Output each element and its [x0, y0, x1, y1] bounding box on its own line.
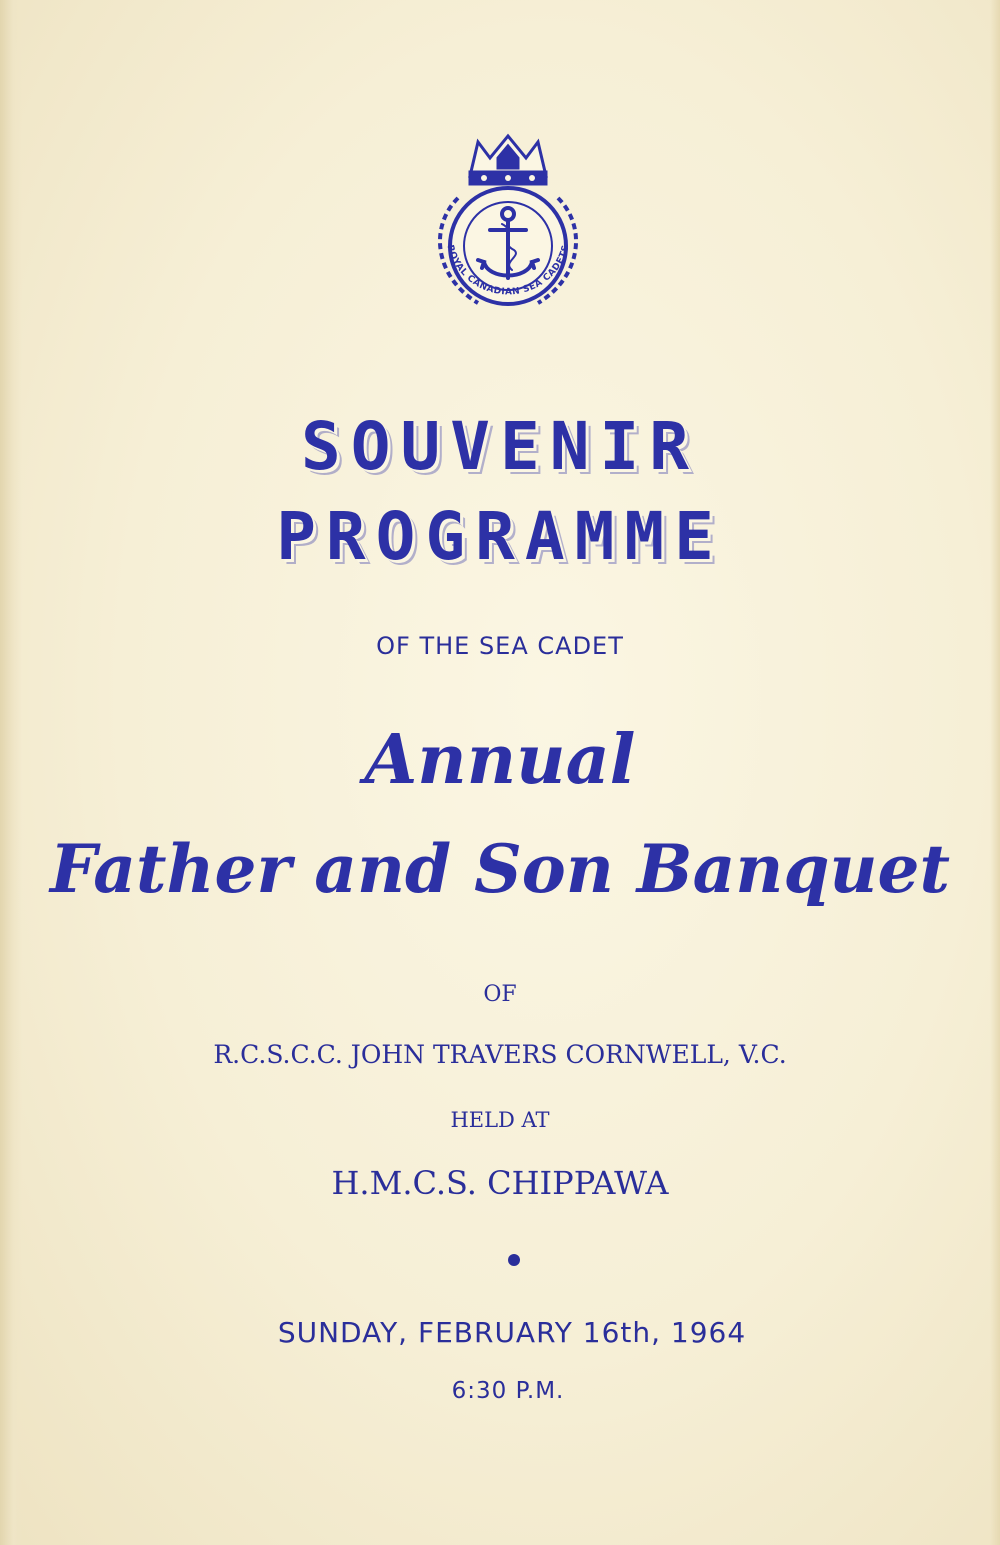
- title-line-programme: PROGRAMME: [276, 498, 724, 575]
- crest-ring-text: ROYAL CANADIAN SEA CADETS: [444, 243, 572, 298]
- sea-cadets-crest-icon: [418, 128, 598, 328]
- corps-name: R.C.S.C.C. JOHN TRAVERS CORNWELL, V.C.: [213, 1040, 787, 1069]
- event-time: 6:30 P.M.: [451, 1378, 565, 1404]
- venue: H.M.C.S. CHIPPAWA: [331, 1164, 669, 1202]
- event-annual: Annual: [364, 720, 636, 800]
- separator-dot: [508, 1254, 520, 1266]
- title-line-souvenir: SOUVENIR: [301, 408, 699, 485]
- subtitle: OF THE SEA CADET: [376, 632, 624, 660]
- event-date: SUNDAY, FEBRUARY 16th, 1964: [277, 1316, 747, 1349]
- of-label: OF: [483, 982, 517, 1007]
- event-name: Father and Son Banquet: [50, 830, 950, 908]
- held-at-label: HELD AT: [450, 1108, 550, 1132]
